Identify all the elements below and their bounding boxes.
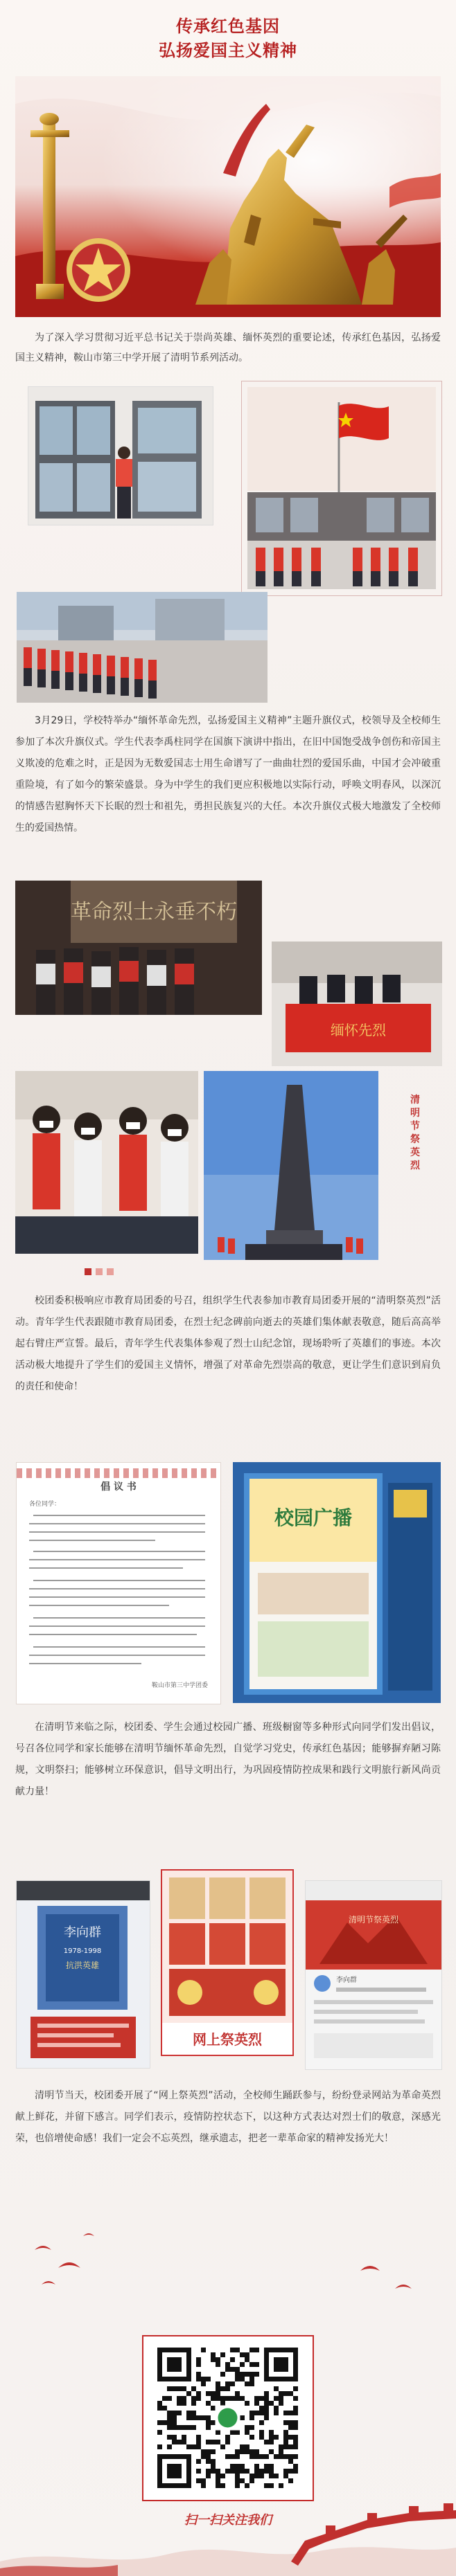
photo-flag-raising <box>241 381 442 596</box>
screenshot-hero-profile <box>16 1880 150 2069</box>
qr-code[interactable] <box>143 2336 313 2500</box>
banner-photo-text: 缅怀先烈 <box>331 1022 386 1038</box>
intro-paragraph: 为了深入学习贯彻习近平总书记关于崇尚英雄、缅怀英烈的重要论述，传承红色基因，弘扬爱国主义精神，鞍山市第三中学开展了清明节系列活动。 <box>15 332 441 363</box>
board-heading-text: 校园广播 <box>274 1506 353 1529</box>
flying-birds-left-icon <box>28 2222 111 2305</box>
online-memorial-frame <box>161 1869 294 2056</box>
carousel-dot-1[interactable] <box>85 1268 91 1275</box>
letter-title: 倡 议 书 <box>100 1481 137 1493</box>
carousel-dot-2[interactable] <box>96 1268 103 1275</box>
screenshot-chat-post <box>305 1880 442 2070</box>
carousel-dot-3[interactable] <box>107 1268 114 1275</box>
online-memorial-label: 网上祭英烈 <box>193 2031 262 2048</box>
screen-years-text: 1978-1998 <box>63 1947 102 1955</box>
online-paragraph: 清明节当天，校团委开展了“网上祭英烈”活动，全校师生踊跃参与，纷纷登录网站为革命英烈献上鲜花，并留下感言。同学们表示，疫情防控状态下，以这种方式表达对烈士们的敬意，深感光荣，也倍增使命感！我们一定会不忘英烈，继承遗志，把老一辈革命家的精神发扬光大！ <box>15 2090 441 2144</box>
initiative-paragraph: 在清明节来临之际，校团委、学生会通过校园广播、班级橱窗等多种形式向同学们发出倡议，号召各位同学和家长能够在清明节缅怀革命先烈，自觉学习党史，传承红色基因；能够摒弃陋习陈规，文明祭扫；能够树立环保意识，倡导文明出行，为巩固疫情防控成果和践行文明旅行新风尚贡献力量！ <box>15 1722 441 1797</box>
ceremony-paragraph: 3月29日，学校特举办“缅怀革命先烈，弘扬爱国主义精神”主题升旗仪式，校领导及全校师生参加了本次升旗仪式。学生代表李禹柱同学在国旗下演讲中指出，在旧中国饱受战争创伤和帝国主义欺凌的危难之时，正是因为无数爱国志士用生命谱写了一曲曲壮烈的爱国乐曲，中国才会冲破重重险境，有了如今的繁荣盛景。身为中学生的我们更应积极地以实际行动，呼唤文明春风，以深沉的情感告慰胸怀天下长眠的烈士和祖先，勇担民族复兴的大任。本次升旗仪式极大地激发了全校师生的爱国热情。 <box>15 715 441 834</box>
vertical-caption: 清 明 节 祭 英 烈 <box>410 1095 420 1171</box>
hero-banner <box>15 76 441 317</box>
qr-code-box[interactable] <box>142 2335 314 2501</box>
flying-birds-right-icon <box>353 2250 430 2312</box>
photo-memorial-hall <box>15 881 262 1015</box>
screen-name-text: 李向群 <box>64 1925 101 1940</box>
memorial-wall-text: 革命烈士永垂不朽 <box>71 900 237 924</box>
chat-banner-text: 清明节祭英烈 <box>348 1915 399 1925</box>
online-memorial-grid <box>162 1871 292 2023</box>
great-wall-decoration <box>0 2485 456 2576</box>
letter-lines <box>17 1463 220 1704</box>
chat-header-text: 李向群 <box>336 1976 357 1984</box>
screen-title-text: 抗洪英雄 <box>65 1961 100 1970</box>
title-line-2: 弘扬爱国主义精神 <box>159 41 297 60</box>
title-line-1: 传承红色基因 <box>176 17 280 36</box>
letter-signoff: 鞍山市第三中学团委 <box>151 1682 208 1689</box>
initiative-letter <box>16 1462 221 1704</box>
hero-illustration <box>15 76 441 317</box>
scan-prompt: 扫一扫关注我们 <box>184 2513 272 2528</box>
memorial-paragraph: 校团委积极响应市教育局团委的号召，组织学生代表参加市教育局团委开展的“清明祭英烈”活动。青年学生代表跟随市教育局团委，在烈士纪念碑前向逝去的英雄们集体献表敬意，随后高高举起右臂庄严宣誓。最后，青年学生代表集体参观了烈士山纪念馆，现场聆听了英雄们的事迹。本次活动极大地提升了学生们的爱国主义情怀，增强了对革命先烈崇高的敬意，更让学生们意识到肩负的责任和使命！ <box>15 1295 441 1392</box>
photo-students-banner <box>272 942 442 1066</box>
letter-opening: 各位同学： <box>29 1501 61 1508</box>
photo-student-speaker <box>28 386 213 525</box>
photo-students-masks <box>15 1071 198 1254</box>
carousel-indicator <box>85 1268 114 1275</box>
photo-bulletin-board <box>233 1462 441 1703</box>
photo-students-marching <box>17 592 268 703</box>
photo-monument <box>204 1071 378 1260</box>
